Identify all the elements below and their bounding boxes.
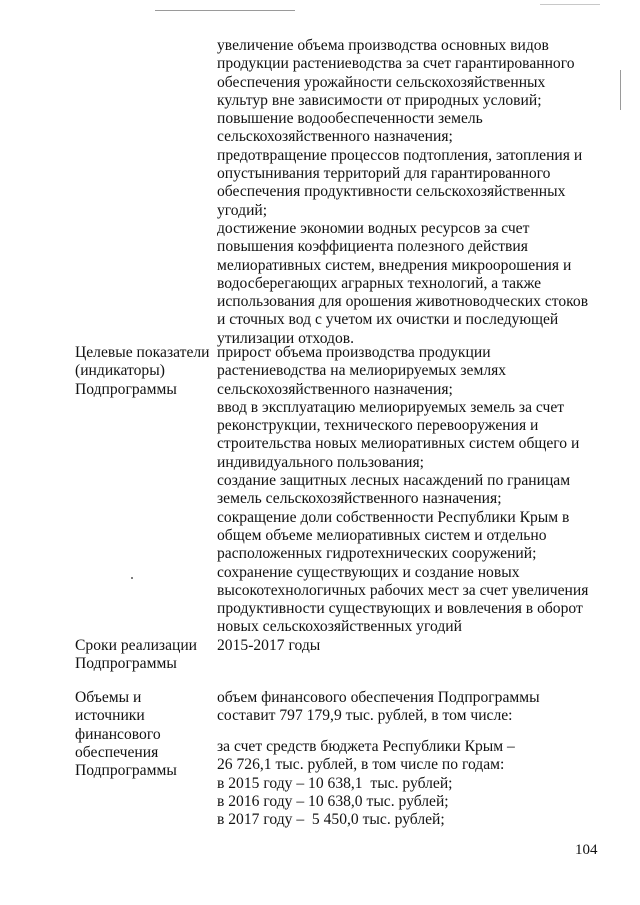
indicators-row-text: прирост объема производства продукции растениеводства на мелиорируемых землях сельскохозяйственного назначения; ввод в эксплуатацию мелиорируемых земель за счет реконструкции, технического перевооружения и строительства новых мелиоративных систем общего и индивидуального пользования; создание защитных лесных насаждений по границам земель сельскохозяйственного назначения; сокращение доли собственности Республики Крым в общем объеме мелиоративных систем и отдельно расположенных гидротехнических сооружений; сохранение существующих и создание новых высокотехнологичных рабочих мест за счет увеличения продуктивности существующих и вовлечения в оборот новых сельскохозяйственных угодий (217, 344, 589, 636)
page-number: 104 (575, 842, 598, 858)
funding-total-text: объем финансового обеспечения Подпрограммы составит 797 179,9 тыс. рублей, в том числе: (217, 689, 540, 725)
scan-edge-line (155, 10, 295, 11)
funding-row-label: Объемы и источники финансового обеспечения Подпрограммы (75, 689, 177, 780)
scan-dot (131, 577, 133, 579)
scan-edge-line (540, 4, 600, 5)
goals-continuation-text: увеличение объема производства основных видов продукции растениеводства за счет гарантированного обеспечения урожайности сельскохозяйственных культур вне зависимости от природных условий; повышение водообеспеченности земель сельскохозяйственного назначения; предотвращение процессов подтопления, затопления и опустынивания территорий для гарантированного обеспечения продуктивности сельскохозяйственных угодий; достижение экономии водных ресурсов за счет повышения коэффициента полезного действия мелиоративных систем, внедрения микроорошения и водосберегающих аграрных технологий, а также использования для орошения животноводческих стоков и сточных вод с учетом их очистки и последующей утилизации отходов. (217, 37, 589, 347)
timeline-row-value: 2015-2017 годы (217, 637, 321, 654)
funding-budget-text: за счет средств бюджета Республики Крым – 26 726,1 тыс. рублей, в том числе по годам: в 2015 году – 10 638,1 тыс. рублей; в 2016 году – 10 638,0 тыс. рублей; в 2017 году – 5 450,0 тыс. рублей; (217, 738, 515, 829)
indicators-row-label: Целевые показатели (индикаторы) Подпрограммы (75, 344, 210, 398)
scan-edge-mark (620, 70, 621, 110)
timeline-row-label: Сроки реализации Подпрограммы (75, 637, 198, 673)
